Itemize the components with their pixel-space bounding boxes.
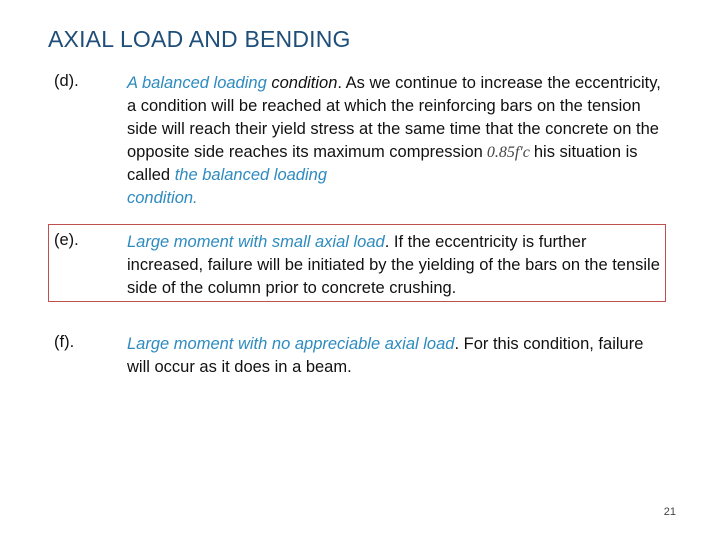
- item-text: [127, 231, 667, 300]
- item-body: . As we continue to increase the eccentricity, a condition will be reached at which the reinforcing bars on the tension side will reach their yield stress at the same time that the concrete on the opposite side reaches its maximum compression: [127, 74, 661, 161]
- item-heading: Large moment with small axial load: [127, 233, 385, 251]
- item-body: . For this condition, failure will occur as it does in a beam.: [127, 335, 644, 376]
- item-heading: A balanced loading: [127, 74, 267, 92]
- item-emphasis: the balanced loading: [174, 166, 327, 184]
- page-number: 21: [663, 506, 676, 518]
- item-label: (e).: [54, 231, 79, 249]
- formula-085fc: 0.85f′c: [487, 141, 530, 164]
- item-label: (f).: [54, 333, 75, 351]
- item-heading-rest: condition: [266, 74, 338, 92]
- item-emphasis-end: condition.: [127, 189, 198, 207]
- item-body: . If the eccentricity is further increased, failure will be initiated by the yielding of the bars on the tensile side of the column prior to concrete crushing.: [127, 233, 660, 297]
- item-text: [127, 333, 667, 379]
- item-label: (d).: [54, 72, 79, 90]
- item-text: [127, 72, 667, 210]
- item-heading: Large moment with no appreciable axial load: [127, 335, 455, 353]
- slide-title: AXIAL LOAD AND BENDING: [48, 26, 351, 52]
- item-body-cont: his situation is called: [127, 143, 638, 184]
